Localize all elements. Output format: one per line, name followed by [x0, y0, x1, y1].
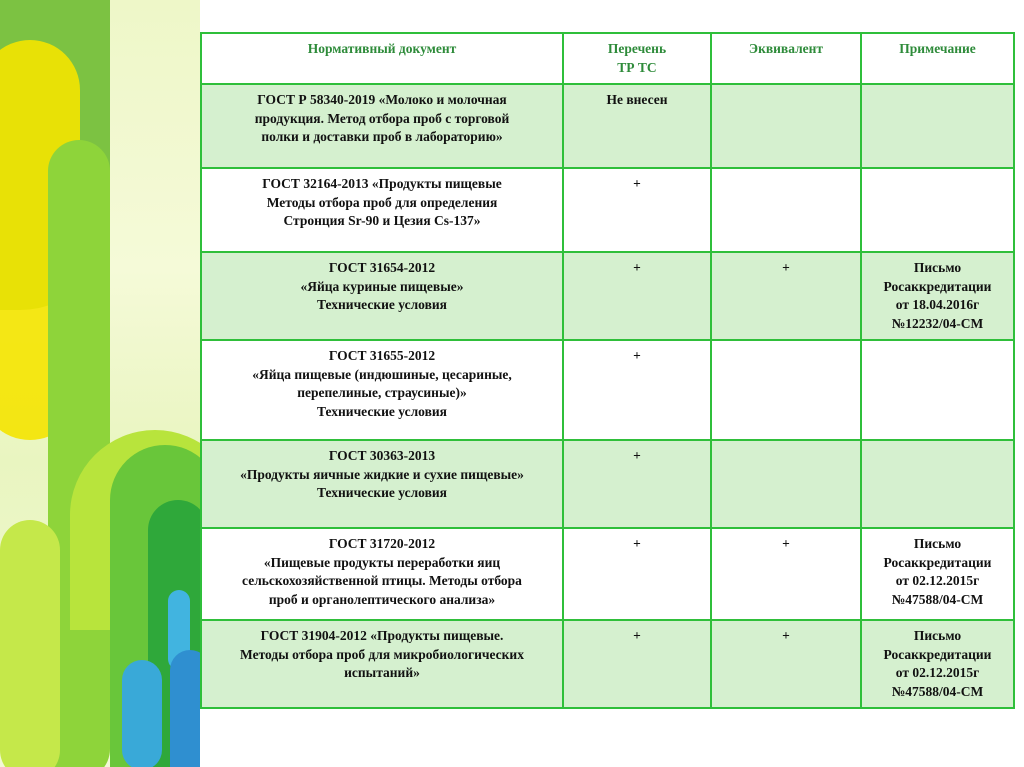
cell-document: ГОСТ Р 58340-2019 «Молоко и молочная продукция. Метод отбора проб с торговой полки и доставки проб в лабораторию» — [201, 84, 563, 168]
table-row — [201, 528, 1014, 620]
cell-document: ГОСТ 31654-2012 «Яйца куриные пищевые» Технические условия — [201, 252, 563, 340]
header-equivalent: Эквивалент — [711, 33, 861, 84]
cell-note — [861, 168, 1014, 252]
cell-document: ГОСТ 31720-2012 «Пищевые продукты переработки яиц сельскохозяйственной птицы. Методы отбора проб и органолептического анализа» — [201, 528, 563, 620]
cell-equivalent: + — [711, 620, 861, 708]
cell-note: Письмо Росаккредитации от 02.12.2015г №47588/04-СМ — [861, 528, 1014, 620]
table-row — [201, 252, 1014, 340]
cell-note: Письмо Росаккредитации от 18.04.2016г №12232/04-СМ — [861, 252, 1014, 340]
cell-note: Письмо Росаккредитации от 02.12.2015г №47588/04-СМ — [861, 620, 1014, 708]
cell-equivalent — [711, 440, 861, 528]
header-document: Нормативный документ — [201, 33, 563, 84]
table-row — [201, 440, 1014, 528]
cell-list: + — [563, 252, 711, 340]
cell-note — [861, 84, 1014, 168]
cell-list: + — [563, 340, 711, 440]
cell-equivalent: + — [711, 528, 861, 620]
header-note: Примечание — [861, 33, 1014, 84]
cell-equivalent — [711, 168, 861, 252]
cell-list: + — [563, 440, 711, 528]
cell-equivalent — [711, 84, 861, 168]
cell-note — [861, 340, 1014, 440]
table-row — [201, 620, 1014, 708]
cell-note — [861, 440, 1014, 528]
blue-arch — [170, 650, 200, 767]
blue-pillar — [122, 660, 162, 767]
cell-document: ГОСТ 31904-2012 «Продукты пищевые. Методы отбора проб для микробиологических испытаний» — [201, 620, 563, 708]
cell-list: Не внесен — [563, 84, 711, 168]
table-row — [201, 84, 1014, 168]
lime-pillar — [0, 520, 60, 767]
cell-document: ГОСТ 30363-2013 «Продукты яичные жидкие и сухие пищевые» Технические условия — [201, 440, 563, 528]
cell-list: + — [563, 620, 711, 708]
table-row — [201, 168, 1014, 252]
cell-document: ГОСТ 32164-2013 «Продукты пищевые Методы отбора проб для определения Стронция Sr-90 и Цезия Cs-137» — [201, 168, 563, 252]
cell-list: + — [563, 168, 711, 252]
cell-document: ГОСТ 31655-2012 «Яйца пищевые (индюшиные, цесариные, перепелиные, страусиные)» Технические условия — [201, 340, 563, 440]
cell-equivalent — [711, 340, 861, 440]
table-header-row — [201, 33, 1014, 84]
decorative-sidebar — [0, 0, 200, 767]
cell-equivalent: + — [711, 252, 861, 340]
header-list: Перечень ТР ТС — [563, 33, 711, 84]
cell-list: + — [563, 528, 711, 620]
standards-table — [200, 32, 1015, 709]
table-row — [201, 340, 1014, 440]
